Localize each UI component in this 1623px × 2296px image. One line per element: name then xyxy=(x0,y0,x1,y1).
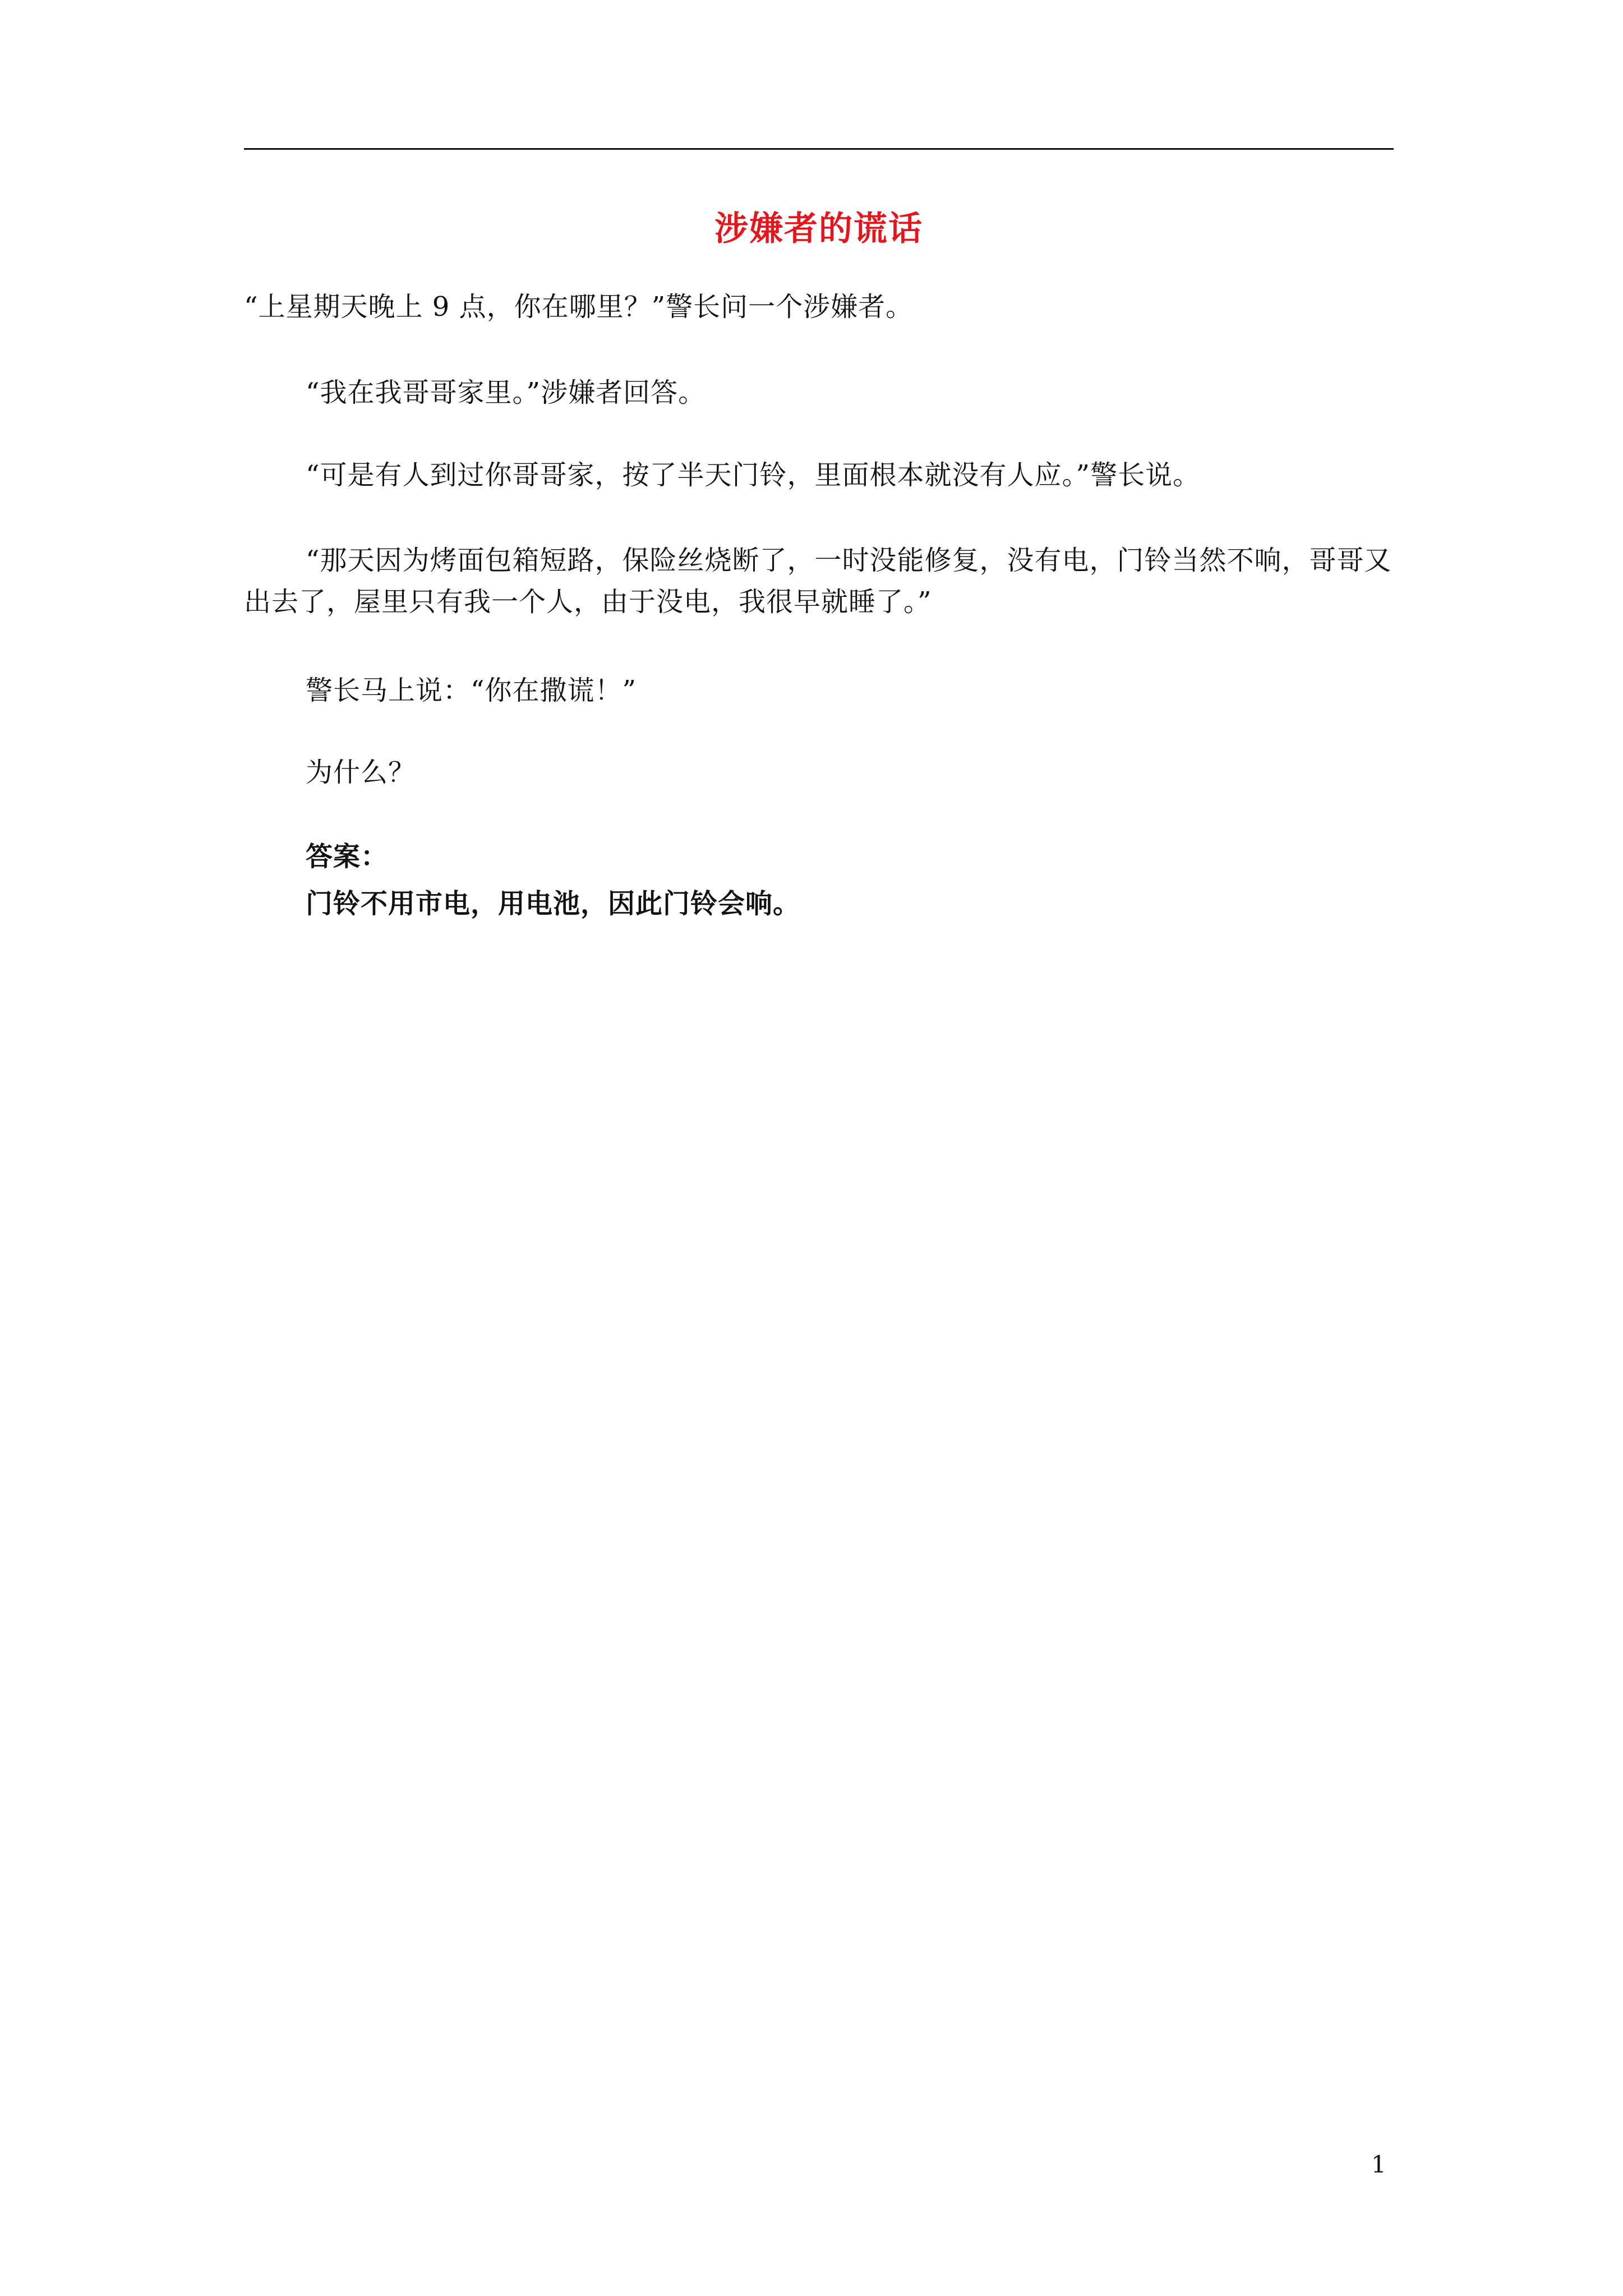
paragraph-accusation: 警长马上说：“你在撒谎！” xyxy=(306,675,637,706)
answer-text: 门铃不用市电，用电池，因此门铃会响。 xyxy=(306,888,801,919)
paragraph-reply: “我在我哥哥家里。”涉嫌者回答。 xyxy=(306,377,706,408)
paragraph-why: 为什么？ xyxy=(306,757,416,788)
answer-label: 答案： xyxy=(306,841,389,872)
header-rule xyxy=(244,148,1394,150)
document-title: 涉嫌者的谎话 xyxy=(714,209,923,249)
paragraph-explanation: “那天因为烤面包箱短路，保险丝烧断了，一时没能修复，没有电，门铃当然不响，哥哥又出去了，屋里只有我一个人，由于没电，我很早就睡了。” xyxy=(244,545,1392,618)
page-number: 1 xyxy=(1371,2151,1386,2178)
paragraph-doorbell: “可是有人到过你哥哥家，按了半天门铃，里面根本就没有人应。”警长说。 xyxy=(306,459,1201,491)
paragraph-question: “上星期天晚上 9 点，你在哪里？”警长问一个涉嫌者。 xyxy=(244,291,914,323)
